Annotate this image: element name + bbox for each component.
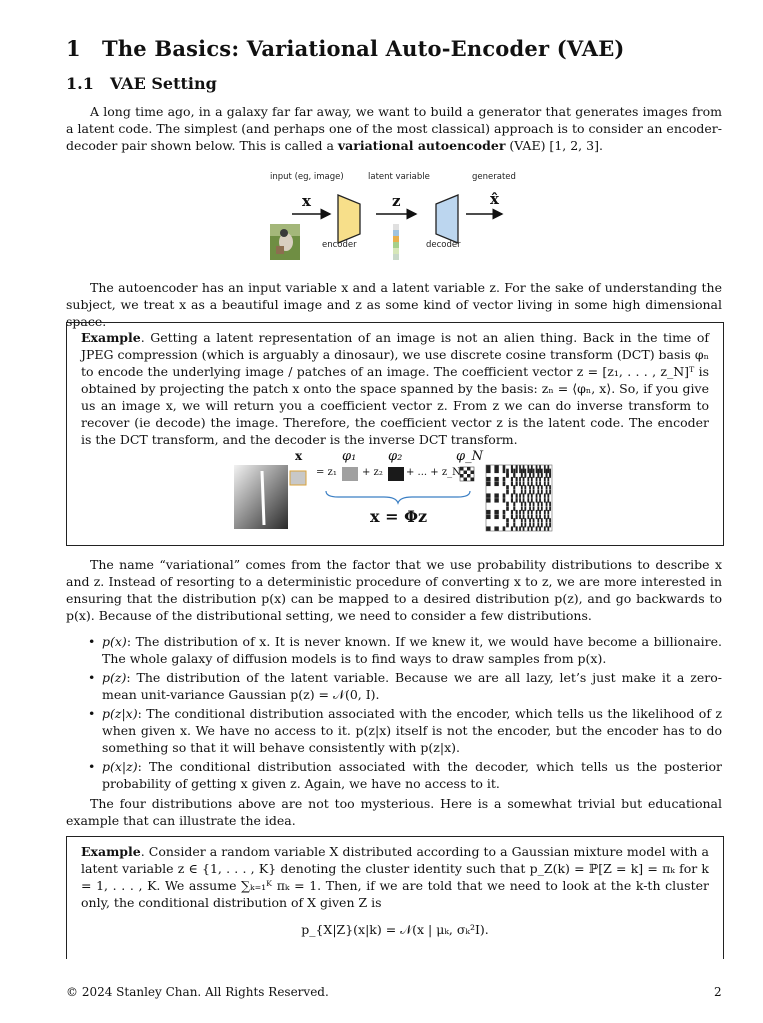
dct-basis-cell xyxy=(546,507,547,511)
dct-basis-cell xyxy=(546,486,547,490)
dct-basis-cell xyxy=(544,515,545,519)
dct-basis-cell xyxy=(521,474,522,478)
dct-basis-cell xyxy=(507,486,509,490)
dct-basis-cell xyxy=(533,502,534,506)
dct-basis-cell xyxy=(540,477,541,481)
dct-basis-cell xyxy=(523,515,524,519)
fig-eq-zN: + ... + z_N xyxy=(406,467,461,478)
dct-basis-cell xyxy=(516,466,517,473)
dct-basis-cell xyxy=(531,527,532,531)
dct-basis-cell xyxy=(538,490,539,494)
dct-basis-cell xyxy=(531,510,532,514)
dct-basis-cell xyxy=(541,490,542,494)
distribution-list xyxy=(66,633,722,794)
dct-basis-cell xyxy=(536,466,537,473)
dct-basis-cell xyxy=(495,477,499,481)
section-number: 1 xyxy=(66,36,81,61)
dct-basis-cell xyxy=(548,477,549,481)
dct-basis-cell xyxy=(531,482,532,486)
subsection-title: VAE Setting xyxy=(110,74,217,93)
dct-basis-cell xyxy=(511,482,512,486)
dct-basis-cell xyxy=(544,510,545,514)
dct-basis-cell xyxy=(546,502,547,506)
dct-figure xyxy=(234,449,554,539)
list-item: • p(x|z): The conditional distribution associated with the decoder, which tells us the posterior probability of getting x given z. Again, we have no access to it. xyxy=(66,758,722,792)
dct-basis-cell xyxy=(520,510,521,514)
copyright-footer: © 2024 Stanley Chan. All Rights Reserved. xyxy=(66,985,329,999)
dct-basis-cell xyxy=(536,494,537,498)
basis-phiN xyxy=(460,467,474,481)
dct-basis-cell xyxy=(523,477,524,481)
intro-paragraph: A long time ago, in a galaxy far far away, we want to build a generator that generates images from a latent code. The simplest (and perhaps one of the most classical) approach is to consider an encoder-decoder pair shown below. This is called a variational autoencoder (VAE) [1, 2, 3]. xyxy=(66,104,722,153)
dct-basis-cell xyxy=(548,466,549,473)
dct-basis-cell xyxy=(487,527,491,531)
dct-basis-cell xyxy=(530,502,531,506)
patch-x xyxy=(290,471,306,485)
dct-basis-cell xyxy=(495,499,499,503)
dct-basis-cell xyxy=(538,507,539,511)
dct-basis-cell xyxy=(521,486,522,490)
dct-basis-cell xyxy=(536,499,537,503)
dct-basis-cell xyxy=(511,477,512,481)
example-dct-text: Example. Getting a latent representation of an image is not an alien thing. Back in the time of JPEG compression (which is arguably a dinosaur), we use discrete cosine transform (DCT) basis φₙ to encode the underlying image / patches of an image. The coefficient vector z = [z₁, . . . , z_N]ᵀ is obtained by projecting the patch x onto the space spanned by the basis: zₙ = ⟨φₙ, x⟩. So, if you give us an image x, we will return you a coefficient vector z. From z we can do inverse transform to recover (ie decode) the image. Therefore, the coefficient vector z is the latent code. The encoder is the DCT transform, and the decoder is the inverse DCT transform. xyxy=(81,330,709,447)
z-symbol: z xyxy=(392,192,401,210)
dct-basis-cell xyxy=(507,490,509,494)
section-heading xyxy=(66,36,625,61)
dct-basis-cell xyxy=(536,482,537,486)
generated-label: generated xyxy=(472,172,516,182)
dct-basis-cell xyxy=(520,494,521,498)
dct-basis-cell xyxy=(544,477,545,481)
dct-basis-cell xyxy=(520,499,521,503)
dct-basis-cell xyxy=(514,523,515,527)
vae-diagram-graphics xyxy=(262,170,522,270)
dct-basis-cell xyxy=(487,510,491,514)
dct-basis-cell xyxy=(511,499,512,503)
dct-basis-cell xyxy=(523,466,524,473)
dct-basis-cell xyxy=(511,515,512,519)
dct-basis-cell xyxy=(516,515,517,519)
latent-vector xyxy=(393,224,399,260)
dct-basis-cell xyxy=(541,507,542,511)
dct-basis-cell xyxy=(487,482,491,486)
dct-basis-cell xyxy=(544,482,545,486)
dct-basis-cell xyxy=(520,477,521,481)
dct-basis-cell xyxy=(523,527,524,531)
dct-basis-cell xyxy=(538,519,539,523)
input-label: input (eg, image) xyxy=(270,172,344,182)
dct-basis-cell xyxy=(511,510,512,514)
dct-basis-cell xyxy=(487,466,491,473)
basis-phi1 xyxy=(342,467,358,481)
list-item: • p(z|x): The conditional distribution associated with the encoder, which tells us the likelihood of z when given x. We have no access to it. p(z|x) itself is not the encoder, but the encoder has to do something so that it will behave consistently with p(z|x). xyxy=(66,705,722,756)
dct-basis-cell xyxy=(541,523,542,527)
dct-basis-cell xyxy=(514,502,515,506)
dct-basis-cell xyxy=(531,499,532,503)
example-gmm-text: Example. Consider a random variable X distributed according to a Gaussian mixture model with a latent variable z ∈ {1, . . . , K} denoting the cluster identity such that p_Z(k) = ℙ[Z = k] = πₖ for k = 1, . . . , K. We assume ∑ₖ₌₁ᴷ πₖ = 1. Then, if we are told that we need to look at the k-th cluster only, the conditional distribution of X given Z is p_{X|Z}(x|k) = 𝒩(x | μₖ, σₖ²I). xyxy=(81,844,709,937)
encoder-shape xyxy=(338,195,360,243)
dct-basis-cell xyxy=(521,490,522,494)
fig-phi2-label: φ₂ xyxy=(388,449,403,464)
dct-basis-cell xyxy=(503,527,505,531)
dct-basis-cell xyxy=(533,474,534,478)
dct-basis-cell xyxy=(541,486,542,490)
dct-basis-cell xyxy=(507,474,509,478)
fig-phiN-label: φ_N xyxy=(456,449,483,464)
dct-basis-cell xyxy=(540,527,541,531)
dct-basis-cell xyxy=(514,474,515,478)
input-image-thumbnail xyxy=(270,224,300,260)
mysterious-paragraph: The four distributions above are not too mysterious. Here is a somewhat trivial but educational example that can illustrate the idea. xyxy=(66,796,722,828)
dct-basis-cell xyxy=(520,466,521,473)
dct-basis-cell xyxy=(520,515,521,519)
dct-basis-cell xyxy=(541,519,542,523)
dct-basis-cell xyxy=(495,527,499,531)
dct-basis-cell xyxy=(533,490,534,494)
fig-eq-z2: + z₂ xyxy=(362,467,383,478)
decoder-shape xyxy=(436,195,458,243)
dct-basis-cell xyxy=(525,507,526,511)
dct-basis-cell xyxy=(548,499,549,503)
dct-basis-cell xyxy=(495,510,499,514)
xhat-symbol: x̂ xyxy=(490,190,499,208)
latent-label: latent variable xyxy=(368,172,430,182)
dct-basis-cell xyxy=(538,474,539,478)
dct-basis-cell xyxy=(538,486,539,490)
dct-basis-cell xyxy=(531,466,532,473)
dct-basis-cell xyxy=(531,477,532,481)
decoder-label: decoder xyxy=(426,240,461,250)
dct-basis-cell xyxy=(528,482,529,486)
list-item: • p(z): The distribution of the latent variable. Because we are all lazy, let’s just make it a zero-mean unit-variance Gaussian p(z) = 𝒩(0, I). xyxy=(66,669,722,703)
dct-basis-cell xyxy=(530,507,531,511)
dct-basis-cell xyxy=(507,519,509,523)
dct-basis-cell xyxy=(507,523,509,527)
fig-eq-z1: = z₁ xyxy=(316,467,337,478)
dct-basis-cell xyxy=(521,519,522,523)
dct-basis-cell xyxy=(514,519,515,523)
dct-basis-cell xyxy=(487,515,491,519)
dct-basis-cell xyxy=(503,515,505,519)
list-item: • p(x): The distribution of x. It is never known. If we knew it, we would have become a billionaire. The whole galaxy of diffusion models is to find ways to draw samples from p(x). xyxy=(66,633,722,667)
dct-basis-cell xyxy=(516,482,517,486)
brace xyxy=(326,491,470,503)
dct-basis-cell xyxy=(525,502,526,506)
example-gmm-box xyxy=(66,836,724,959)
dct-basis-cell xyxy=(495,515,499,519)
dct-basis-cell xyxy=(525,519,526,523)
dct-basis-cell xyxy=(550,519,551,523)
section-title: The Basics: Variational Auto-Encoder (VAE) xyxy=(102,36,625,61)
dct-basis-cell xyxy=(550,523,551,527)
dct-basis-cell xyxy=(503,477,505,481)
dct-basis-cell xyxy=(530,490,531,494)
dct-basis-cell xyxy=(530,523,531,527)
dct-basis-cell xyxy=(546,519,547,523)
dct-basis-cell xyxy=(511,466,512,473)
dct-basis-cell xyxy=(550,490,551,494)
dct-basis-cell xyxy=(540,494,541,498)
dct-basis-cell xyxy=(503,466,505,473)
dct-basis-cell xyxy=(546,474,547,478)
dct-basis-cell xyxy=(516,494,517,498)
fig-x-label: x xyxy=(295,449,303,463)
dct-basis-cell xyxy=(528,499,529,503)
dct-basis-cell xyxy=(521,507,522,511)
dct-basis-cell xyxy=(533,507,534,511)
fig-phi1-label: φ₁ xyxy=(342,449,357,464)
fig-formula: x = Φz xyxy=(370,507,428,526)
dct-basis-cell xyxy=(516,499,517,503)
dct-basis-cell xyxy=(514,486,515,490)
dct-basis-cell xyxy=(521,523,522,527)
dct-basis-cell xyxy=(531,494,532,498)
dct-basis-cell xyxy=(544,499,545,503)
dct-basis-cell xyxy=(530,474,531,478)
dct-basis-cell xyxy=(521,502,522,506)
dct-basis-cell xyxy=(495,494,499,498)
dct-basis-cell xyxy=(511,494,512,498)
dct-basis-cell xyxy=(495,482,499,486)
dct-basis-cell xyxy=(548,482,549,486)
dct-basis-cell xyxy=(520,527,521,531)
dct-basis-cell xyxy=(487,477,491,481)
dct-basis-cell xyxy=(525,474,526,478)
dct-basis-cell xyxy=(514,490,515,494)
dct-basis-cell xyxy=(507,507,509,511)
dct-basis-cell xyxy=(550,507,551,511)
dct-basis-cell xyxy=(525,523,526,527)
subsection-number: 1.1 xyxy=(66,74,94,93)
dct-basis-cell xyxy=(546,490,547,494)
dct-basis-cell xyxy=(536,515,537,519)
dct-basis-cell xyxy=(550,502,551,506)
dct-basis-cell xyxy=(528,527,529,531)
dct-basis-cell xyxy=(540,515,541,519)
dct-basis-cell xyxy=(533,523,534,527)
variational-paragraph: The name “variational” comes from the factor that we use probability distributions to describe x and z. Instead of resorting to a deterministic procedure of converting x to z, we are more interested in ensuring that the distribution p(x) can be mapped to a desired distribution p(z), and go backwards to p(x). Because of the distributional setting, we need to consider a few distributions. xyxy=(66,557,722,623)
dct-basis-cell xyxy=(523,510,524,514)
dct-basis-cell xyxy=(487,499,491,503)
dct-basis-grid xyxy=(486,465,552,531)
dct-basis-cell xyxy=(528,494,529,498)
dct-basis-cell xyxy=(540,499,541,503)
encoder-label: encoder xyxy=(322,240,357,250)
dct-basis-cell xyxy=(541,502,542,506)
dct-basis-cell xyxy=(528,466,529,473)
dct-basis-cell xyxy=(503,499,505,503)
dct-basis-cell xyxy=(530,486,531,490)
dct-basis-cell xyxy=(495,466,499,473)
subsection-heading xyxy=(66,74,217,93)
gmm-equation: p_{X|Z}(x|k) = 𝒩(x | μₖ, σₖ²I). xyxy=(301,922,489,937)
dct-basis-cell xyxy=(540,510,541,514)
dct-basis-cell xyxy=(548,527,549,531)
dct-basis-cell xyxy=(533,486,534,490)
dct-basis-cell xyxy=(503,510,505,514)
dct-basis-cell xyxy=(544,527,545,531)
dct-basis-cell xyxy=(530,519,531,523)
dct-basis-cell xyxy=(516,527,517,531)
dct-basis-cell xyxy=(528,477,529,481)
dct-basis-cell xyxy=(520,482,521,486)
dct-basis-cell xyxy=(525,490,526,494)
dct-basis-cell xyxy=(546,523,547,527)
vae-term: variational autoencoder xyxy=(337,138,506,153)
dct-basis-cell xyxy=(487,494,491,498)
dct-basis-cell xyxy=(548,510,549,514)
dct-basis-cell xyxy=(514,507,515,511)
dct-basis-cell xyxy=(511,527,512,531)
dct-basis-cell xyxy=(540,466,541,473)
dct-basis-cell xyxy=(528,515,529,519)
dct-basis-cell xyxy=(541,474,542,478)
dct-basis-cell xyxy=(516,477,517,481)
dct-basis-cell xyxy=(536,527,537,531)
basis-phi2 xyxy=(388,467,404,481)
dct-basis-cell xyxy=(523,482,524,486)
dct-basis-cell xyxy=(531,515,532,519)
x-symbol: x xyxy=(302,192,311,210)
autoencoder-paragraph: The autoencoder has an input variable x and a latent variable z. For the sake of understanding the subject, we treat x as a beautiful image and z as some kind of vector living in some high dimensional space. xyxy=(66,280,722,329)
dct-basis-cell xyxy=(548,494,549,498)
dct-basis-cell xyxy=(536,510,537,514)
dct-basis-cell xyxy=(503,482,505,486)
dct-basis-cell xyxy=(538,523,539,527)
dct-basis-cell xyxy=(550,486,551,490)
dct-basis-cell xyxy=(548,515,549,519)
dct-basis-cell xyxy=(523,494,524,498)
dct-basis-cell xyxy=(544,494,545,498)
dct-basis-cell xyxy=(538,502,539,506)
page-number: 2 xyxy=(714,985,722,999)
dct-basis-cell xyxy=(528,510,529,514)
dct-basis-cell xyxy=(516,510,517,514)
dct-basis-cell xyxy=(536,477,537,481)
vae-diagram xyxy=(262,170,522,270)
dct-basis-cell xyxy=(550,474,551,478)
dct-basis-cell xyxy=(525,486,526,490)
dct-basis-cell xyxy=(540,482,541,486)
dct-basis-cell xyxy=(544,466,545,473)
dct-basis-cell xyxy=(533,519,534,523)
dct-basis-cell xyxy=(523,499,524,503)
dct-basis-cell xyxy=(503,494,505,498)
dct-basis-cell xyxy=(507,502,509,506)
